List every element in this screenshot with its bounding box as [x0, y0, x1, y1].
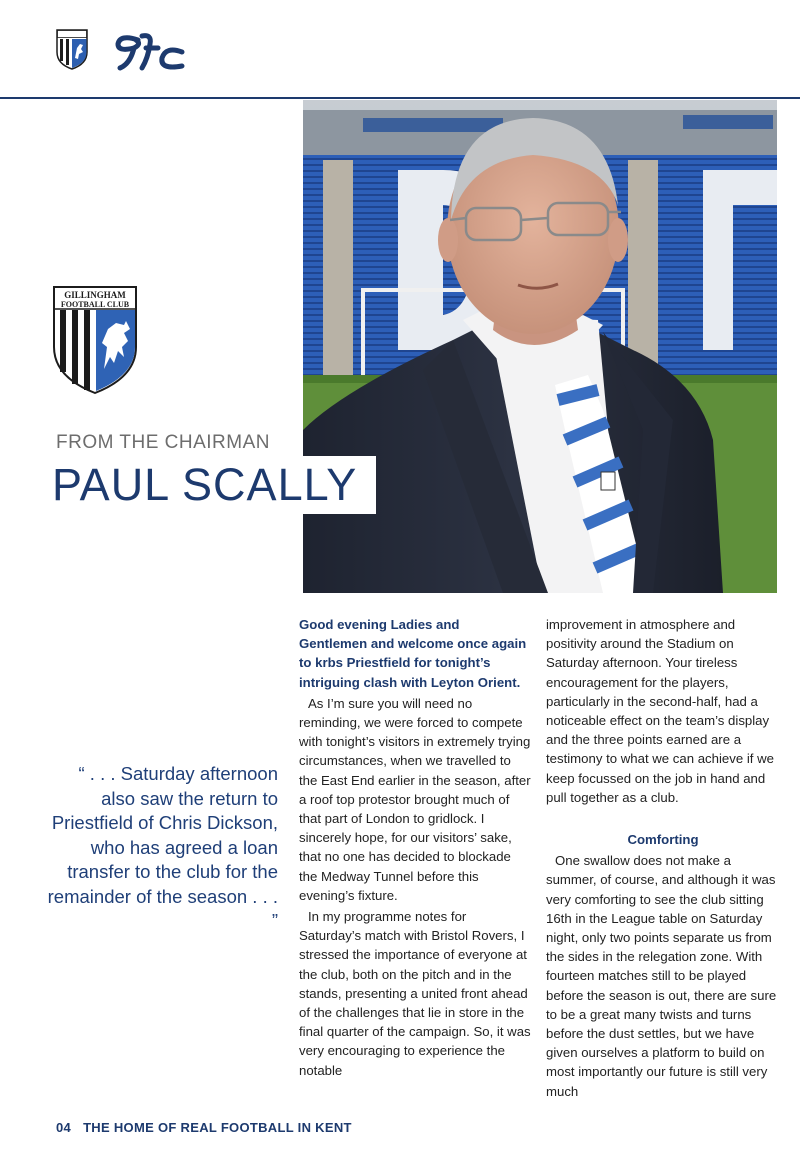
gillingham-football-club-crest — [52, 285, 138, 395]
section-kicker: FROM THE CHAIRMAN — [56, 432, 270, 453]
page-footer — [56, 1120, 352, 1135]
article-column-1 — [299, 615, 531, 1080]
footer-tagline: THE HOME OF REAL FOOTBALL IN KENT — [83, 1120, 352, 1135]
gillingham-crest-icon — [55, 28, 89, 70]
crest-line-1: GILLINGHAM — [64, 290, 126, 300]
gfc-monogram-icon — [112, 30, 188, 74]
article-subhead: Comforting — [627, 832, 699, 848]
chairman-name: PAUL SCALLY — [52, 459, 358, 510]
article-paragraph: improvement in atmosphere and positivity around the Stadium on Saturday afternoon. Your tireless encouragement for the players, particularly in the second-half, had a noticeable effect on the team’s display and the three points earned are a testimony to what we can achieve if we keep focussed on the job in hand and pull together as a club. — [546, 617, 774, 805]
crest-line-2: FOOTBALL CLUB — [60, 300, 130, 309]
pull-quote: “ . . . Saturday afternoon also saw the return to Priestfield of Chris Dickson, who has agreed a loan transfer to the club for the remainder of the season . . . ” — [47, 763, 278, 931]
header-rule — [0, 97, 800, 99]
article-column-2 — [546, 615, 780, 1101]
article-paragraph: One swallow does not make a summer, of course, and although it was very comforting to see the club sitting 16th in the League table on Saturday night, only two points separate us from the sides in the relegation zone. With fourteen matches still to be played before the season is out, there are sure to be a great many twists and turns before the dust settles, but we have given ourselves a platform to build on most importantly our future is still very much — [546, 853, 777, 1099]
article-lead: Good evening Ladies and Gentlemen and welcome once again to krbs Priestfield for tonight’s intriguing clash with Leyton Orient. — [299, 617, 527, 690]
page-number: 04 — [56, 1120, 72, 1135]
article-paragraph: In my programme notes for Saturday’s match with Bristol Rovers, I stressed the importance of everyone at the club, both on the pitch and in the stands, presenting a united front ahead of the challenges that lie in store in the final quarter of the campaign. So, it was very encouraging to experience the notable — [299, 909, 531, 1078]
chairman-photo — [303, 100, 777, 593]
article-paragraph: As I’m sure you will need no reminding, we were forced to compete with tonight’s visitors in extremely trying circumstances, when we travelled to the East End earlier in the season, after a roof top protestor brought much of that part of London to gridlock. I sincerely hope, for our visitors’ sake, that no one has decided to blockade the Medway Tunnel before this evening’s fixture. — [299, 695, 531, 903]
